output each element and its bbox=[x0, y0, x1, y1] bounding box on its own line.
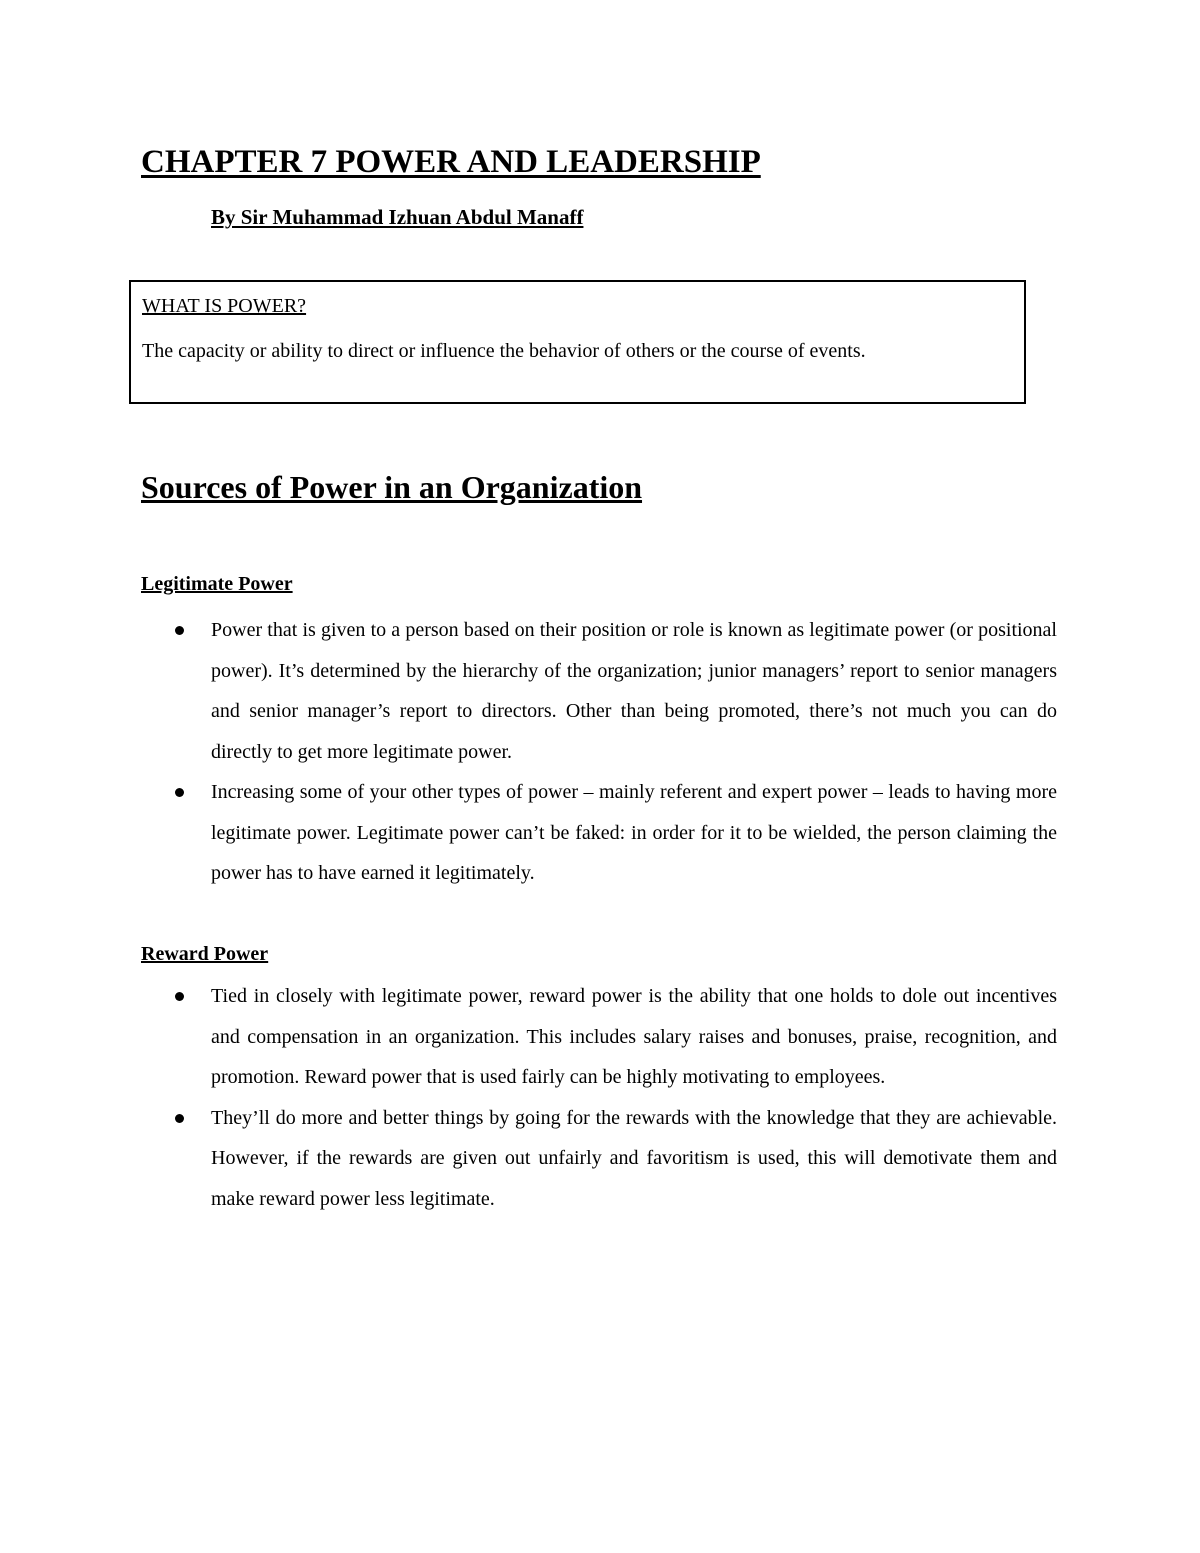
list-item bbox=[211, 610, 1057, 772]
definition-box bbox=[129, 280, 1026, 404]
bullet-icon bbox=[175, 626, 184, 635]
legitimate-power-heading: Legitimate Power bbox=[141, 573, 293, 595]
reward-power-heading: Reward Power bbox=[141, 943, 269, 965]
document-title: CHAPTER 7 POWER AND LEADERSHIP bbox=[141, 144, 761, 180]
list-item-text: They’ll do more and better things by going for the rewards with the knowledge that they are achievable. However, if the rewards are given out unfairly and favoritism is used, this will demotivate them and make reward power less legitimate. bbox=[211, 1106, 1057, 1210]
bullet-icon bbox=[175, 992, 184, 1001]
list-item-text: Power that is given to a person based on their position or role is known as legitimate power (or positional power). It’s determined by the hierarchy of the organization; junior managers’ report to senior managers and senior manager’s report to directors. Other than being promoted, there’s not much you can do directly to get more legitimate power. bbox=[211, 619, 1057, 763]
definition-text: The capacity or ability to direct or influence the behavior of others or the course of events. bbox=[142, 340, 866, 362]
reward-power-list bbox=[211, 976, 1057, 1219]
list-item bbox=[211, 1098, 1057, 1220]
list-item-text: Increasing some of your other types of power – mainly referent and expert power – leads to having more legitimate power. Legitimate power can’t be faked: in order for it to be wielded, the person claiming the power has to have earned it legitimately. bbox=[211, 781, 1057, 884]
definition-heading: WHAT IS POWER? bbox=[142, 295, 307, 317]
list-item bbox=[211, 976, 1057, 1098]
list-item-text: Tied in closely with legitimate power, reward power is the ability that one holds to dole out incentives and compensation in an organization. This includes salary raises and bonuses, praise, recognition, and promotion. Reward power that is used fairly can be highly motivating to employees. bbox=[211, 985, 1057, 1088]
document-author: By Sir Muhammad Izhuan Abdul Manaff bbox=[211, 205, 584, 229]
legitimate-power-list bbox=[211, 610, 1057, 894]
bullet-icon bbox=[175, 1114, 184, 1123]
section-title: Sources of Power in an Organization bbox=[141, 469, 643, 505]
list-item bbox=[211, 772, 1057, 894]
bullet-icon bbox=[175, 788, 184, 797]
